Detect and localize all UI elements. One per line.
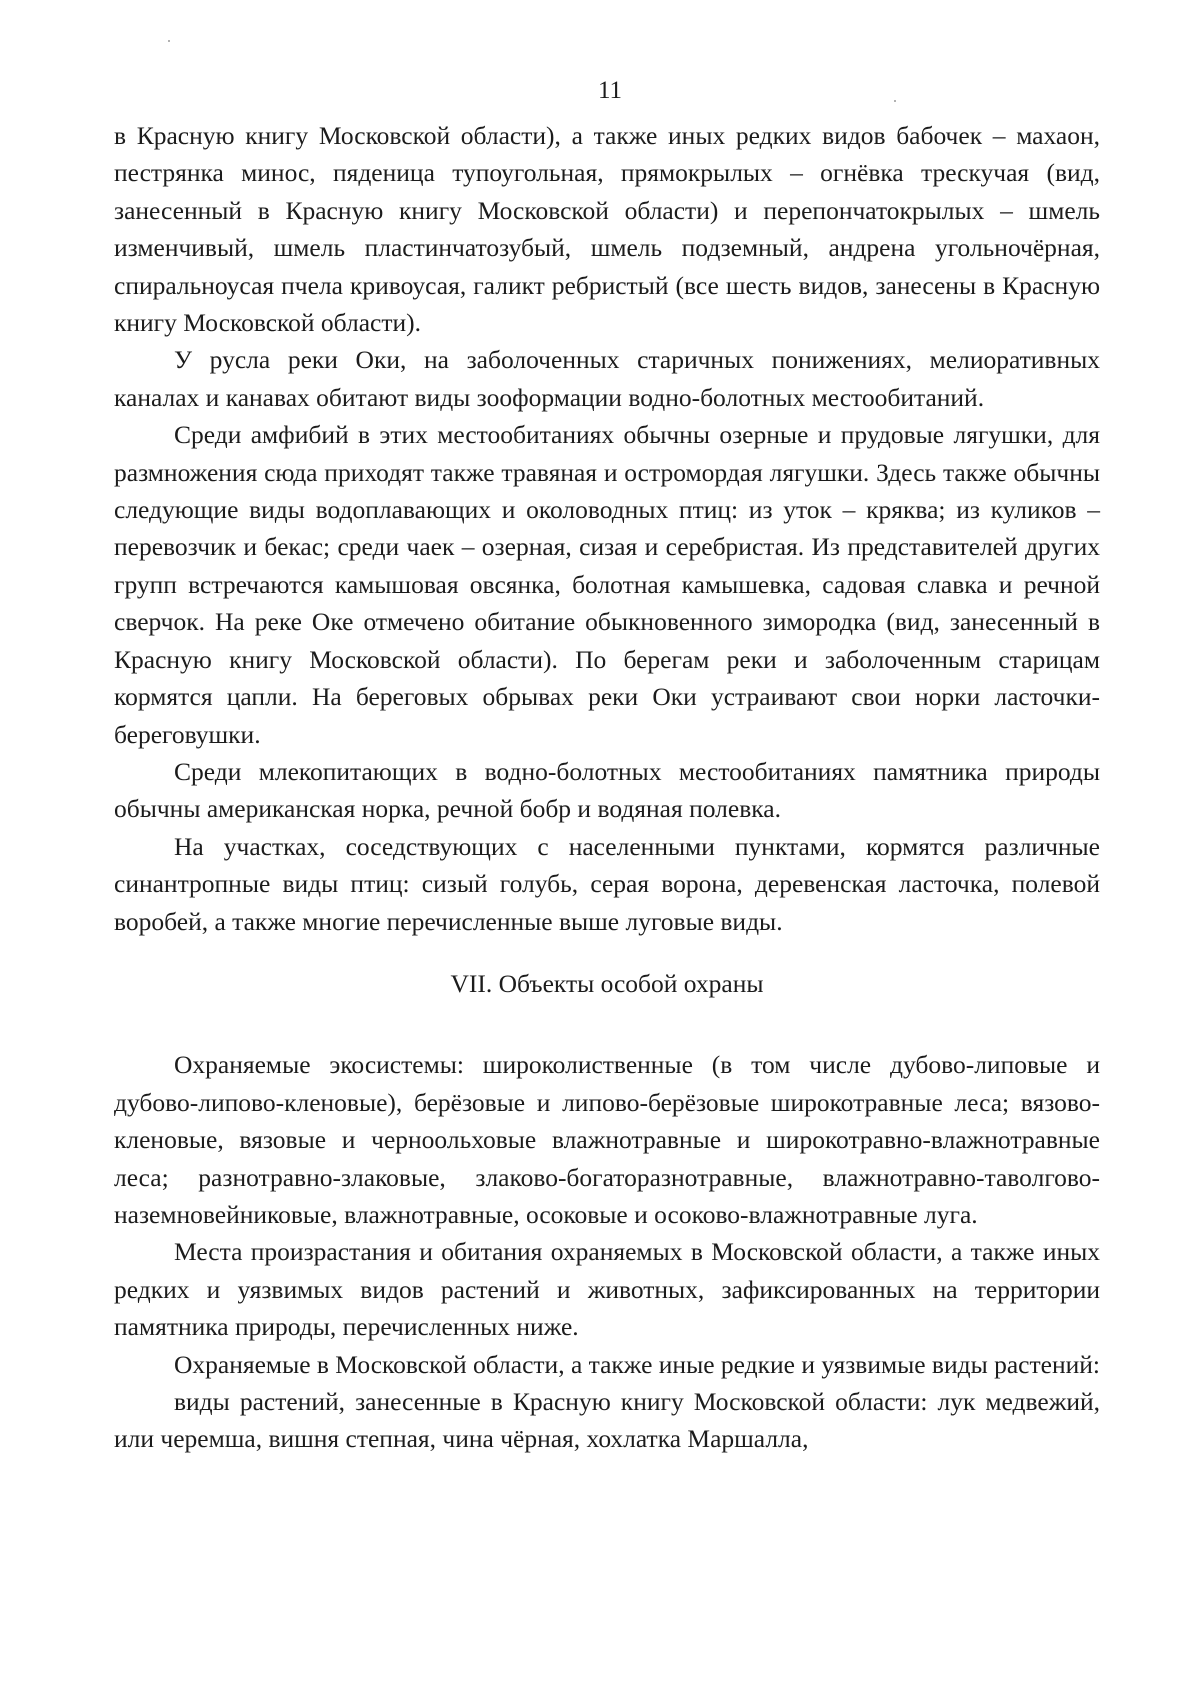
paragraph-red-book-plants: виды растений, занесенные в Красную книгу Московской области: лук медвежий, или черемша, вишня степная, чина чёрная, хохлатка Маршалла, [114,1387,1100,1454]
scan-speck [894,100,896,102]
paragraph-oka-riverbed: У русла реки Оки, на заболоченных старичных понижениях, мелиоративных каналах и канавах обитают виды зооформации водно-болотных местообитаний. [114,345,1100,412]
paragraph-protected-ecosystems: Охраняемые экосистемы: широколиственные (в том числе дубово-липовые и дубово-липово-кленовые), берёзовые и липово-берёзовые широкотравные леса; вязово-кленовые, вязовые и черноольховые влажнотравные и широкотравно-влажнотравные леса; разнотравно-злаковые, злаково-богаторазнотравные, влажнотравно-таволгово-наземновейниковые, влажнотравные, осоковые и осоково-влажнотравные луга. [114,1050,1100,1229]
paragraph-synanthropic-birds: На участках, соседствующих с населенными пунктами, кормятся различные синантропные виды птиц: сизый голубь, серая ворона, деревенская ласточка, полевой воробей, а также многие перечисленные выше луговые виды. [114,831,1100,936]
paragraph-protected-habitats: Места произрастания и обитания охраняемых в Московской области, а также иных редких и уязвимых видов растений и животных, зафиксированных на территории памятника природы, перечисленных ниже. [114,1237,1100,1342]
page-number: 11 [597,77,623,104]
paragraph-protected-plants-intro: Охраняемые в Московской области, а также иные редкие и уязвимые виды растений: [174,1349,1100,1379]
paragraph-amphibians-birds: Среди амфибий в этих местообитаниях обычны озерные и прудовые лягушки, для размножения сюда приходят также травяная и остромордая лягушки. Здесь также обычны следующие виды водоплавающих и околоводных птиц: из уток – кряква; из куликов – перевозчик и бекас; среди чаек – озерная, сизая и серебристая. Из представителей других групп встречаются камышовая овсянка, болотная камышевка, садовая славка и речной сверчок. На реке Оке отмечено обитание обыкновенного зимородка (вид, занесенный в Красную книгу Московской области). По берегам реки и заболоченным старицам кормятся цапли. На береговых обрывах реки Оки устраивают свои норки ласточки-береговушки. [114,420,1100,749]
paragraph-continuation: в Красную книгу Московской области), а также иных редких видов бабочек – махаон, пестрянка минос, пяденица тупоугольная, прямокрылых – огнёвка трескучая (вид, занесенный в Красную книгу Московской области) и перепончатокрылых – шмель изменчивый, шмель пластинчатозубый, шмель подземный, андрена угольночёрная, спиральноусая пчела кривоусая, галикт ребристый (все шесть видов, занесены в Красную книгу Московской области). [114,121,1100,338]
paragraph-mammals: Среди млекопитающих в водно-болотных местообитаниях памятника природы обычны американская норка, речной бобр и водяная полевка. [114,756,1100,824]
scan-speck [168,40,170,42]
document-body [114,117,1100,1458]
section-heading: VII. Объекты особой охраны [450,968,764,998]
